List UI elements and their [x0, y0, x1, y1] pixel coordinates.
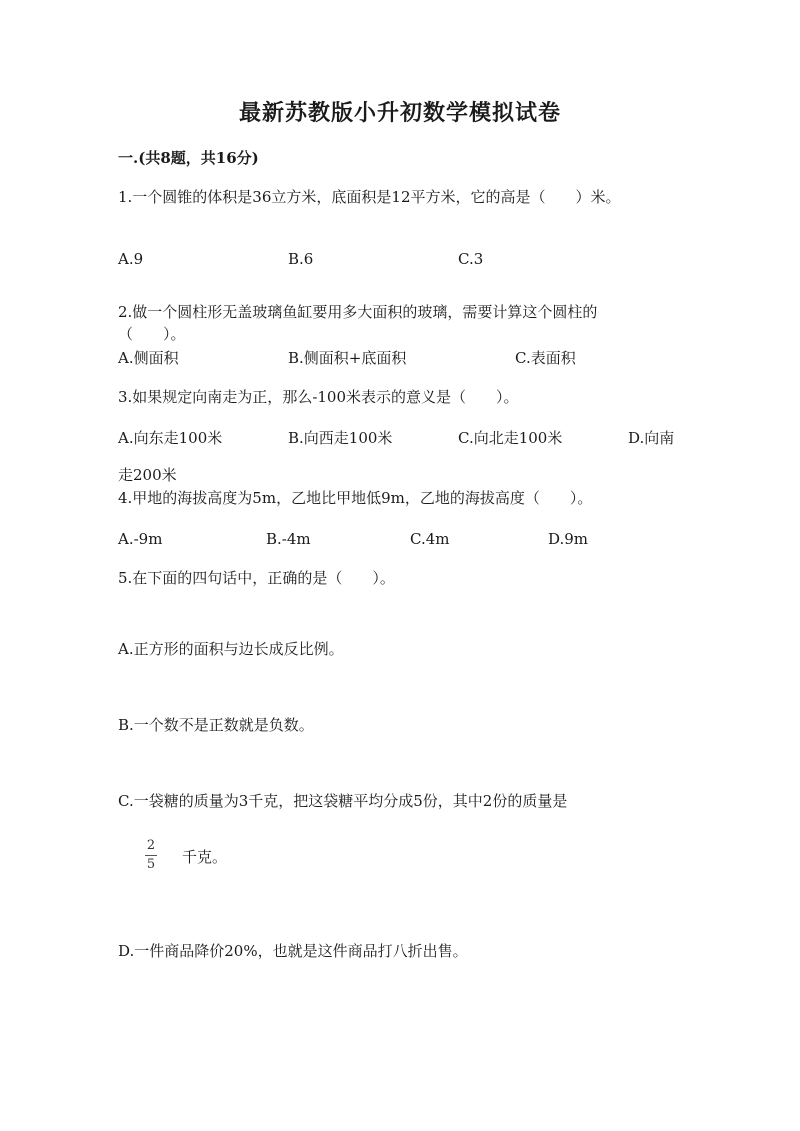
section-heading: 一.(共8题，共16分) [118, 149, 259, 167]
question-3-option-a[interactable]: A.向东走100米 [118, 429, 223, 447]
question-5-option-c[interactable]: C.一袋糖的质量为3千克，把这袋糖平均分成5份，其中2份的质量是 [118, 792, 568, 810]
page-title: 最新苏教版小升初数学模拟试卷 [238, 100, 561, 126]
question-1-options [118, 248, 688, 270]
question-2-stem-line1: 2.做一个圆柱形无盖玻璃鱼缸要用多大面积的玻璃，需要计算这个圆柱的 [118, 303, 598, 321]
question-4-options [118, 528, 688, 550]
question-1-stem: 1.一个圆锥的体积是36立方米，底面积是12平方米，它的高是（ ）米。 [118, 188, 621, 206]
question-2-option-b[interactable]: B.侧面积+底面积 [288, 349, 407, 367]
fraction-denominator: 5 [146, 857, 156, 872]
question-5-option-a[interactable]: A.正方形的面积与边长成反比例。 [118, 640, 344, 658]
question-4-option-c[interactable]: C.4m [410, 530, 450, 548]
question-3-option-d[interactable]: D.向南 [628, 429, 675, 447]
question-3-options [118, 427, 688, 449]
question-5-option-b[interactable]: B.一个数不是正数就是负数。 [118, 716, 314, 734]
question-2-option-a[interactable]: A.侧面积 [118, 349, 179, 367]
question-3-stem: 3.如果规定向南走为正，那么-100米表示的意义是（ ）。 [118, 388, 519, 406]
question-5-stem: 5.在下面的四句话中，正确的是（ ）。 [118, 569, 395, 587]
fraction-numerator: 2 [146, 838, 156, 853]
fraction-two-fifths [143, 838, 159, 873]
fraction-bar [145, 855, 157, 856]
question-3-option-b[interactable]: B.向西走100米 [288, 429, 393, 447]
fraction-unit: 千克。 [182, 848, 228, 866]
question-4-option-b[interactable]: B.-4m [266, 530, 311, 548]
question-1-option-b[interactable]: B.6 [288, 250, 314, 268]
question-2-options [118, 347, 688, 369]
question-4-option-a[interactable]: A.-9m [118, 530, 163, 548]
question-3-option-d-wrap[interactable]: 走200米 [118, 466, 177, 484]
question-5-option-d[interactable]: D.一件商品降价20%，也就是这件商品打八折出售。 [118, 942, 468, 960]
question-2-option-c[interactable]: C.表面积 [515, 349, 576, 367]
question-4-stem: 4.甲地的海拔高度为5m，乙地比甲地低9m，乙地的海拔高度（ ）。 [118, 489, 593, 507]
question-4-option-d[interactable]: D.9m [548, 530, 589, 548]
question-1-option-c[interactable]: C.3 [458, 250, 484, 268]
question-2-stem-line2: （ ）。 [118, 325, 186, 343]
question-1-option-a[interactable]: A.9 [118, 250, 144, 268]
question-3-option-c[interactable]: C.向北走100米 [458, 429, 563, 447]
